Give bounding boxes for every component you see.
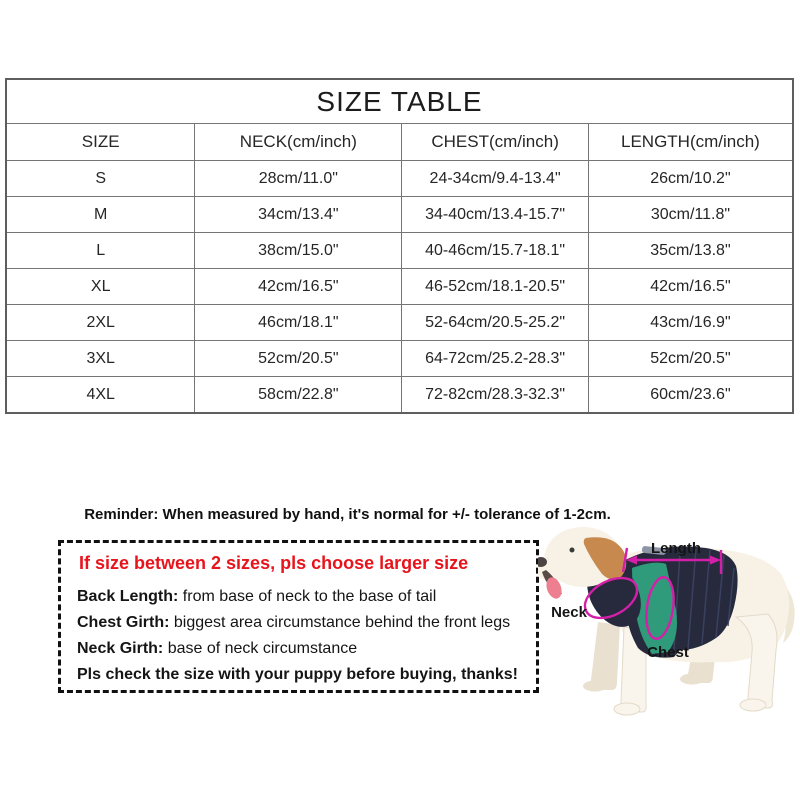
chest-girth-text: biggest area circumstance behind the front legs	[169, 614, 511, 631]
chest-girth-definition	[77, 610, 536, 636]
cell-chest: 24-34cm/9.4-13.4"	[402, 161, 589, 197]
check-size-text: Pls check the size with your puppy before buying, thanks!	[77, 666, 518, 683]
cell-size: XL	[6, 269, 195, 305]
cell-neck: 58cm/22.8"	[195, 377, 402, 414]
table-row-3xl	[6, 341, 793, 377]
chest-label: Chest	[647, 644, 689, 661]
table-row-l	[6, 233, 793, 269]
neck-girth-text: base of neck circumstance	[163, 640, 358, 657]
cell-length: 42cm/16.5"	[588, 269, 793, 305]
cell-length: 30cm/11.8"	[588, 197, 793, 233]
cell-chest: 46-52cm/18.1-20.5"	[402, 269, 589, 305]
table-row-xl	[6, 269, 793, 305]
neck-label: Neck	[551, 604, 587, 621]
cell-chest: 40-46cm/15.7-18.1"	[402, 233, 589, 269]
cell-length: 43cm/16.9"	[588, 305, 793, 341]
chest-girth-label: Chest Girth:	[77, 614, 170, 631]
dog-measurement-diagram	[538, 522, 800, 727]
cell-size: L	[6, 233, 195, 269]
cell-length: 60cm/23.6"	[588, 377, 793, 414]
cell-size: 3XL	[6, 341, 195, 377]
cell-length: 35cm/13.8"	[588, 233, 793, 269]
cell-chest: 34-40cm/13.4-15.7"	[402, 197, 589, 233]
cell-size: S	[6, 161, 195, 197]
length-label: Length	[651, 540, 701, 557]
back-length-label: Back Length:	[77, 588, 179, 605]
col-header-neck: NECK(cm/inch)	[195, 124, 402, 161]
cell-neck: 42cm/16.5"	[195, 269, 402, 305]
neck-girth-label: Neck Girth:	[77, 640, 164, 657]
cell-neck: 28cm/11.0"	[195, 161, 402, 197]
size-table-title: SIZE TABLE	[6, 79, 793, 124]
dog-illustration	[538, 522, 800, 727]
table-row-s	[6, 161, 793, 197]
cell-neck: 52cm/20.5"	[195, 341, 402, 377]
col-header-length: LENGTH(cm/inch)	[588, 124, 793, 161]
cell-length: 26cm/10.2"	[588, 161, 793, 197]
table-row-4xl	[6, 377, 793, 414]
cell-size: M	[6, 197, 195, 233]
sizing-note-box	[58, 540, 539, 693]
dog-eye	[570, 548, 575, 553]
col-header-size: SIZE	[6, 124, 195, 161]
dog-far-front-leg	[591, 622, 620, 690]
neck-girth-definition	[77, 636, 536, 662]
check-size-note	[77, 662, 536, 688]
back-length-definition	[77, 584, 536, 610]
dog-far-front-paw	[583, 681, 607, 692]
cell-neck: 34cm/13.4"	[195, 197, 402, 233]
dog-near-front-paw	[614, 703, 640, 715]
table-row-m	[6, 197, 793, 233]
dog-near-rear-paw	[740, 699, 766, 711]
cell-neck: 46cm/18.1"	[195, 305, 402, 341]
back-length-text: from base of neck to the base of tail	[178, 588, 437, 605]
cell-neck: 38cm/15.0"	[195, 233, 402, 269]
tolerance-reminder: Reminder: When measured by hand, it's normal for +/- tolerance of 1-2cm.	[84, 506, 611, 523]
cell-length: 52cm/20.5"	[588, 341, 793, 377]
dog-far-rear-paw	[680, 674, 704, 685]
choose-larger-size-note: If size between 2 sizes, pls choose larger size	[79, 553, 469, 573]
cell-size: 2XL	[6, 305, 195, 341]
size-table	[5, 78, 794, 414]
table-row-2xl	[6, 305, 793, 341]
col-header-chest: CHEST(cm/inch)	[402, 124, 589, 161]
cell-size: 4XL	[6, 377, 195, 414]
cell-chest: 52-64cm/20.5-25.2"	[402, 305, 589, 341]
cell-chest: 64-72cm/25.2-28.3"	[402, 341, 589, 377]
cell-chest: 72-82cm/28.3-32.3"	[402, 377, 589, 414]
